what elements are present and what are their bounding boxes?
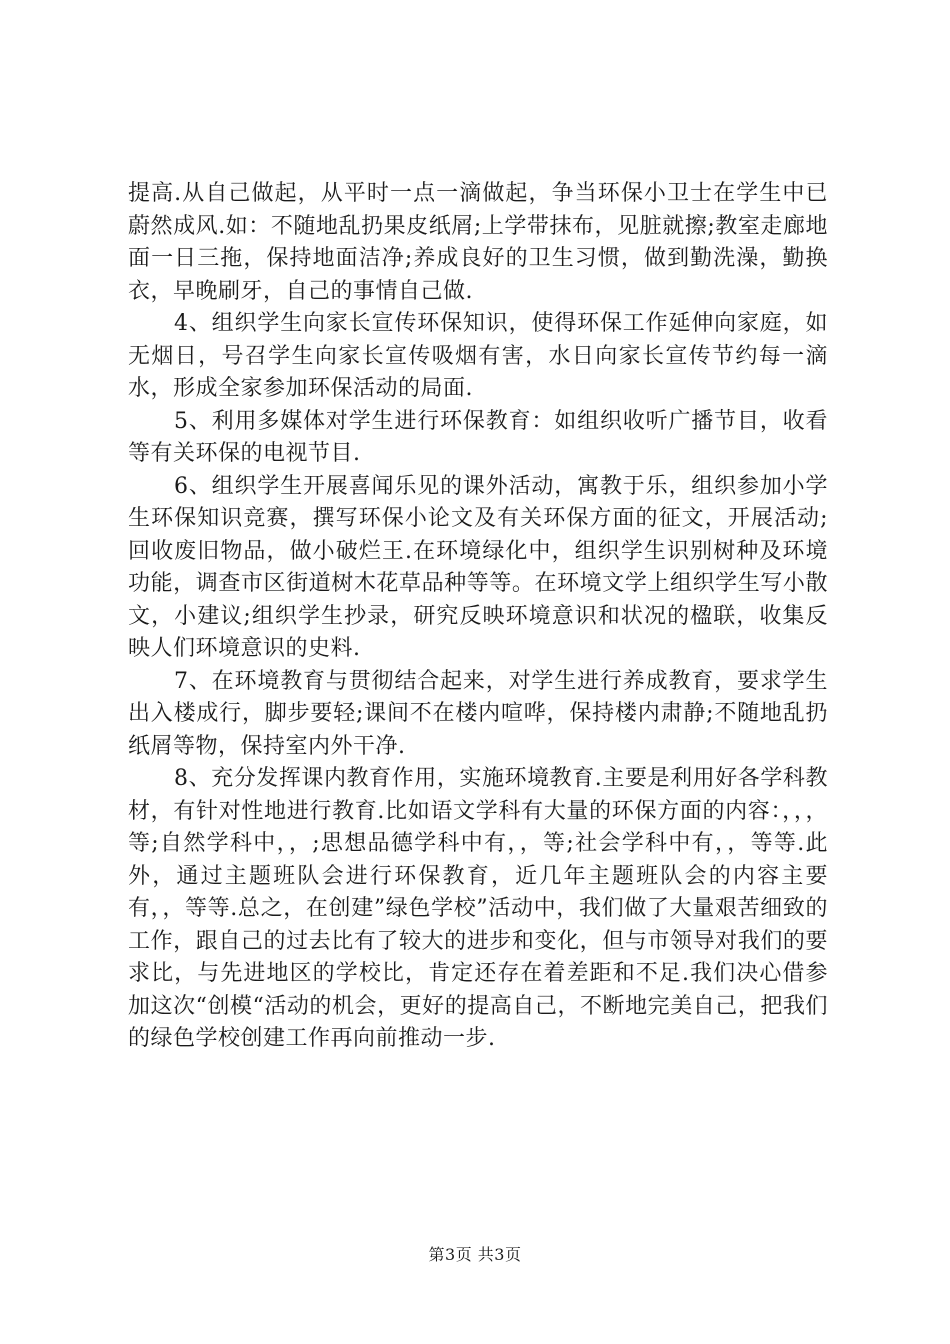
paragraph-item-8: 8、充分发挥课内教育作用，实施环境教育.主要是利用好各学科教材，有针对性地进行教育.比如语文学科有大量的环保方面的内容：，，，等;自然学科中，，;思想品德学科中有，，等;社会学科中有，，等等.此外，通过主题班队会进行环保教育，近几年主题班队会的内容主要有，，等等.总之，在创建”绿色学校”活动中，我们做了大量艰苦细致的工作，跟自己的过去比有了较大的进步和变化，但与市领导对我们的要求比，与先进地区的学校比，肯定还存在着差距和不足.我们决心借参加这次“创模“活动的机会，更好的提高自己，不断地完美自己，把我们的绿色学校创建工作再向前推动一步. xyxy=(128,766,828,1051)
paragraph-continuation: 提高.从自己做起，从平时一点一滴做起，争当环保小卫士在学生中已蔚然成风.如：不随地乱扔果皮纸屑;上学带抹布，见脏就擦;教室走廊地面一日三拖，保持地面洁净;养成良好的卫生习惯，做到勤洗澡，勤换衣，早晚刷牙，自己的事情自己做. xyxy=(128,181,828,304)
page-footer: 第3页 共3页 xyxy=(428,1245,522,1264)
paragraph-item-6: 6、组织学生开展喜闻乐见的课外活动，寓教于乐，组织参加小学生环保知识竞赛，撰写环保小论文及有关环保方面的征文，开展活动;回收废旧物品，做小破烂王.在环境绿化中，组织学生识别树种及环境功能，调查市区街道树木花草品种等等。在环境文学上组织学生写小散文，小建议;组织学生抄录，研究反映环境意识和状况的楹联，收集反映人们环境意识的史料. xyxy=(128,473,828,661)
document-body xyxy=(128,178,828,1056)
paragraph-item-4: 4、组织学生向家长宣传环保知识，使得环保工作延伸向家庭，如无烟日，号召学生向家长宣传吸烟有害，水日向家长宣传节约每一滴水，形成全家参加环保活动的局面. xyxy=(128,311,828,401)
paragraph-item-5: 5、利用多媒体对学生进行环保教育：如组织收听广播节目，收看等有关环保的电视节目. xyxy=(128,408,828,466)
paragraph-item-7: 7、在环境教育与贯彻结合起来，对学生进行养成教育，要求学生出入楼成行，脚步要轻;课间不在楼内喧哗，保持楼内肃静;不随地乱扔纸屑等物，保持室内外干净. xyxy=(128,668,828,759)
